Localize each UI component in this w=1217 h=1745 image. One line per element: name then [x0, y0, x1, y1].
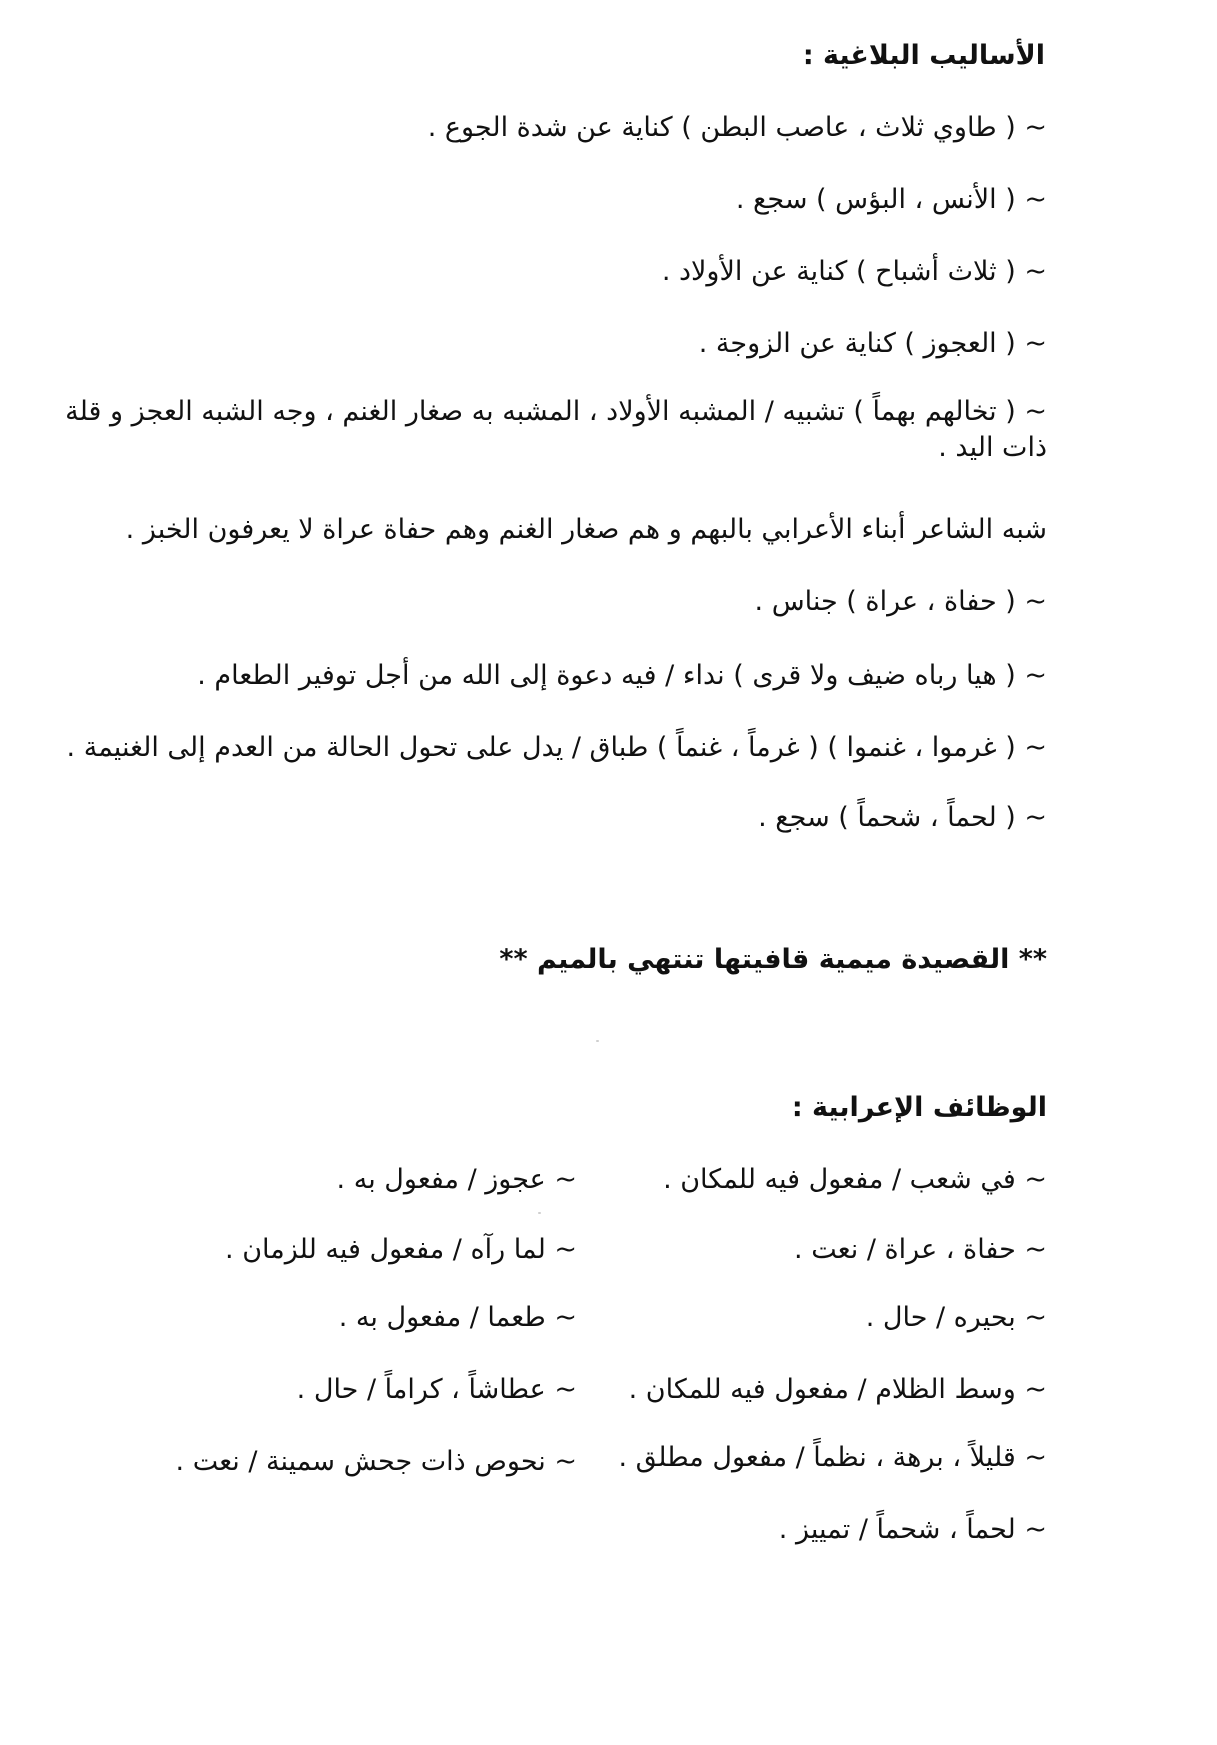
grammar-right-item-5: ~ قليلاً ، برهة ، نظماً / مفعول مطلق . — [618, 1442, 1047, 1473]
scan-speck — [538, 1212, 541, 1214]
rhetorical-item-6: ~ ( حفاة ، عراة ) جناس . — [754, 586, 1047, 617]
rhetorical-item-9: ~ ( لحماً ، شحماً ) سجع . — [758, 802, 1047, 833]
rhetorical-explanation: شبه الشاعر أبناء الأعرابي بالبهم و هم صغار الغنم وهم حفاة عراة لا يعرفون الخبز . — [125, 514, 1047, 545]
rhetorical-item-1: ~ ( طاوي ثلاث ، عاصب البطن ) كناية عن شدة الجوع . — [427, 112, 1047, 143]
grammar-right-item-1: ~ في شعب / مفعول فيه للمكان . — [663, 1164, 1047, 1195]
rhetorical-item-3: ~ ( ثلاث أشباح ) كناية عن الأولاد . — [661, 256, 1047, 287]
grammar-right-item-3: ~ بحيره / حال . — [865, 1302, 1047, 1333]
scan-speck — [596, 1040, 599, 1042]
rhetorical-item-8: ~ ( غرموا ، غنموا ) ( غرماً ، غنماً ) طباق / يدل على تحول الحالة من العدم إلى الغنيمة . — [66, 732, 1047, 763]
grammar-left-item-2: ~ لما رآه / مفعول فيه للزمان . — [225, 1234, 577, 1265]
grammar-right-item-2: ~ حفاة ، عراة / نعت . — [794, 1234, 1047, 1265]
rhetorical-item-2: ~ ( الأنس ، البؤس ) سجع . — [735, 184, 1047, 215]
grammar-left-item-4: ~ عطاشاً ، كراماً / حال . — [296, 1374, 577, 1405]
rhetorical-heading: الأساليب البلاغية : — [802, 40, 1045, 71]
grammar-right-item-4: ~ وسط الظلام / مفعول فيه للمكان . — [628, 1374, 1047, 1405]
rhetorical-item-4: ~ ( العجوز ) كناية عن الزوجة . — [698, 328, 1047, 359]
grammar-left-item-1: ~ عجوز / مفعول به . — [336, 1164, 577, 1195]
grammar-heading: الوظائف الإعرابية : — [791, 1092, 1047, 1123]
rhetorical-item-5: ~ ( تخالهم بهماً ) تشبيه / المشبه الأولاد ، المشبه به صغار الغنم ، وجه الشبه العجز و قلة ذات اليد . — [65, 396, 1047, 463]
rhetorical-item-7: ~ ( هيا رباه ضيف ولا قرى ) نداء / فيه دعوة إلى الله من أجل توفير الطعام . — [197, 660, 1047, 691]
rhyme-note: ** القصيدة ميمية قافيتها تنتهي بالميم ** — [499, 944, 1047, 975]
grammar-right-item-6: ~ لحماً ، شحماً / تمييز . — [778, 1514, 1047, 1545]
grammar-left-item-5: ~ نحوص ذات جحش سمينة / نعت . — [175, 1446, 577, 1477]
grammar-left-item-3: ~ طعما / مفعول به . — [338, 1302, 577, 1333]
